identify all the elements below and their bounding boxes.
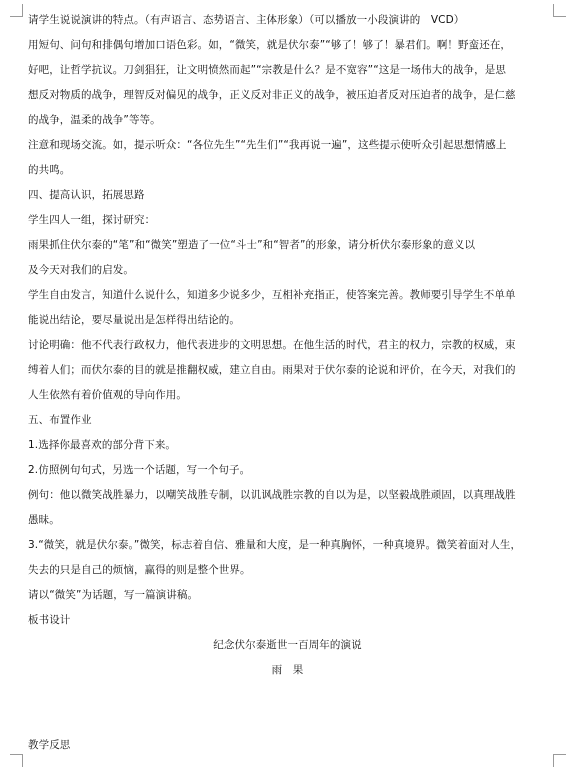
paragraph-line: 讨论明确：他不代表行政权力，他代表进步的文明思想。在他生活的时代，君主的权力，宗教的权威，束: [28, 339, 516, 351]
board-author: 雨 果: [271, 664, 304, 676]
paragraph-line: 想反对物质的战争，理智反对偏见的战争，正义反对非正义的战争，被压迫者反对压迫者的战争，是仁慈: [28, 89, 516, 101]
page-corner-mark-bottom-right: [553, 754, 566, 767]
paragraph-line: 雨果抓住伏尔泰的“笔”和“微笑”塑造了一位“斗士”和“智者”的形象，请分析伏尔泰形象的意义以: [28, 239, 476, 251]
paragraph-line: 及今天对我们的启发。: [28, 264, 134, 276]
paragraph-line: 缚着人们；而伏尔泰的目的就是推翻权威，建立自由。雨果对于伏尔泰的论说和评价，在今天，对我们的: [28, 364, 516, 376]
paragraph-line: 好吧，让哲学抗议。刀剑猖狂，让文明愤然而起”“宗教是什么？是不宽容”“这是一场伟大的战争，是思: [28, 64, 506, 76]
paragraph-line: 的战争，温柔的战争”等等。: [28, 114, 161, 126]
paragraph-line: 愚昧。: [28, 514, 60, 526]
page-corner-mark-top-right: [553, 4, 566, 17]
section-heading: 四、提高认识，拓展思路: [28, 189, 145, 201]
board-title: 纪念伏尔泰逝世一百周年的演说: [213, 639, 362, 651]
paragraph-line: 请学生说说演讲的特点。（有声语言、态势语言、主体形象）（可以播放一小段演讲的 VCD）: [28, 14, 465, 26]
page-corner-mark-top-left: [10, 4, 23, 17]
section-heading: 五、布置作业: [28, 414, 92, 426]
paragraph-line: 能说出结论，要尽量说出是怎样得出结论的。: [28, 314, 240, 326]
page-corner-mark-bottom-left: [10, 754, 23, 767]
paragraph-line: 用短句、问句和排偶句增加口语色彩。如，“微笑，就是伏尔泰”“够了！够了！暴君们。啊！野蛮还在，: [28, 39, 512, 51]
paragraph-line: 人生依然有着价值观的导向作用。: [28, 389, 187, 401]
paragraph-line: 失去的只是自己的烦恼，赢得的则是整个世界。: [28, 564, 251, 576]
paragraph-line: 注意和现场交流。如，提示听众：“各位先生”“先生们”“我再说一遍”，这些提示使听众引起思想情感上: [28, 139, 507, 151]
paragraph-line: 学生四人一组，探讨研究：: [28, 214, 156, 226]
paragraph-line: 1.选择你最喜欢的部分背下来。: [28, 439, 177, 451]
paragraph-line: 学生自由发言，知道什么说什么，知道多少说多少，互相补充指正，使答案完善。教师要引导学生不单单: [28, 289, 516, 301]
paragraph-line: 3.“微笑，就是伏尔泰。”微笑，标志着自信、雅量和大度，是一种真胸怀，一种真境界。微笑着面对人生，: [28, 539, 522, 551]
footer-heading: 教学反思: [28, 739, 71, 751]
paragraph-line: 例句：他以微笑战胜暴力，以嘲笑战胜专制，以讥讽战胜宗教的自以为是，以坚毅战胜顽固，以真理战胜: [28, 489, 516, 501]
section-heading: 板书设计: [28, 614, 71, 626]
paragraph-line: 的共鸣。: [28, 164, 71, 176]
paragraph-line: 请以“微笑”为话题，写一篇演讲稿。: [28, 589, 199, 601]
paragraph-line: 2.仿照例句句式，另选一个话题，写一个句子。: [28, 464, 251, 476]
